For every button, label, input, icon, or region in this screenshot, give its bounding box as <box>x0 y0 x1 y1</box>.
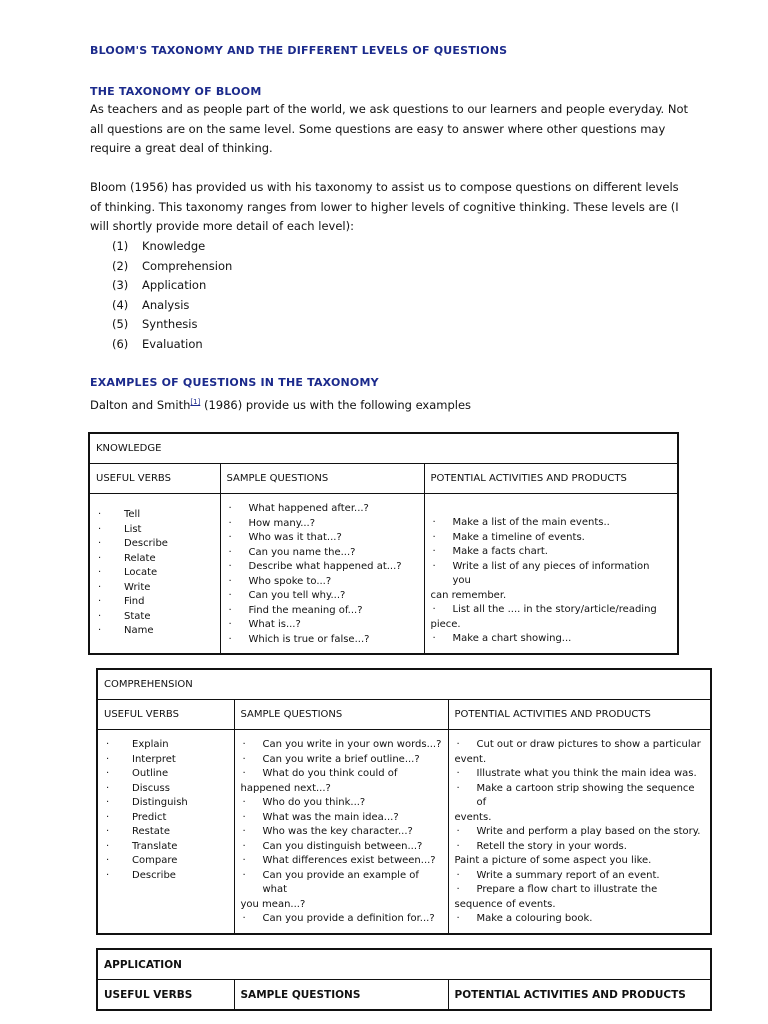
list-item: · Tell <box>96 508 214 523</box>
knowledge-title: KNOWLEDGE <box>89 433 678 464</box>
list-item: · Can you tell why...? <box>227 589 418 604</box>
list-item: · Make a list of the main events.. <box>431 516 672 531</box>
list-item: · Make a colouring book. <box>455 912 705 927</box>
list-item: · State <box>96 610 214 625</box>
comprehension-questions-cell <box>234 730 448 934</box>
useful-verbs-header: USEFUL VERBS <box>97 700 234 730</box>
list-item: · Can you write in your own words...? <box>241 738 442 753</box>
application-title: APPLICATION <box>97 949 711 980</box>
comprehension-title: COMPREHENSION <box>97 669 711 700</box>
level-item: (4) Analysis <box>112 297 190 312</box>
application-table <box>96 948 712 1011</box>
section-title-examples: EXAMPLES OF QUESTIONS IN THE TAXONOMY <box>90 376 379 389</box>
level-item: (2) Comprehension <box>112 258 233 273</box>
list-item: · What happened after...? <box>227 502 418 517</box>
list-item: · List <box>96 523 214 538</box>
list-item: · Relate <box>96 552 214 567</box>
potential-activities-header: POTENTIAL ACTIVITIES AND PRODUCTS <box>424 464 678 494</box>
sample-questions-header: SAMPLE QUESTIONS <box>220 464 424 494</box>
bloom-paragraph: Bloom (1956) has provided us with his taxonomy to assist us to compose questions on different levels of thinking. This taxonomy ranges from lower to higher levels of cognitive thinking. These levels are (I will shortly provide more detail of each level): <box>90 180 679 233</box>
list-item: · What do you think could of <box>241 767 442 782</box>
list-item: · Make a chart showing... <box>431 632 672 647</box>
list-item: · Locate <box>96 566 214 581</box>
sample-questions-header: SAMPLE QUESTIONS <box>234 980 448 1011</box>
list-item: · What is...? <box>227 618 418 633</box>
list-item: · Who do you think...? <box>241 796 442 811</box>
list-item: · Describe <box>104 869 228 884</box>
list-item: · Translate <box>104 840 228 855</box>
list-item: · Can you provide an example of what <box>241 869 442 898</box>
list-item: · Find the meaning of...? <box>227 604 418 619</box>
list-item: sequence of events. <box>454 898 556 910</box>
section-title-taxonomy: THE TAXONOMY OF BLOOM <box>90 85 262 98</box>
dalton-smith-line: Dalton and Smith[1] (1986) provide us with the following examples <box>90 397 472 412</box>
list-item: · What differences exist between...? <box>241 854 442 869</box>
list-item: · Predict <box>104 811 228 826</box>
list-item: · Make a facts chart. <box>431 545 672 560</box>
knowledge-verbs-cell <box>89 494 220 655</box>
list-item: · Illustrate what you think the main idea was. <box>455 767 705 782</box>
level-item: (1) Knowledge <box>112 239 206 253</box>
list-item: · What was the main idea...? <box>241 811 442 826</box>
potential-activities-header: POTENTIAL ACTIVITIES AND PRODUCTS <box>448 700 711 730</box>
list-item: · Can you name the...? <box>227 546 418 561</box>
list-item: happened next...? <box>240 782 331 794</box>
level-item: (6) Evaluation <box>112 336 203 351</box>
level-item: (3) Application <box>112 278 207 292</box>
comprehension-table <box>96 668 712 935</box>
list-item: · Distinguish <box>104 796 228 811</box>
document-title: BLOOM'S TAXONOMY AND THE DIFFERENT LEVELS OF QUESTIONS <box>90 44 508 57</box>
list-item: · Interpret <box>104 753 228 768</box>
list-item: · Make a timeline of events. <box>431 531 672 546</box>
knowledge-table <box>88 432 679 655</box>
list-item: · Outline <box>104 767 228 782</box>
potential-activities-header: POTENTIAL ACTIVITIES AND PRODUCTS <box>448 980 711 1011</box>
comprehension-verbs-cell <box>97 730 234 934</box>
list-item: · Name <box>96 624 214 639</box>
list-item: piece. <box>430 618 461 630</box>
list-item: · How many...? <box>227 517 418 532</box>
comprehension-activities-cell <box>448 730 711 934</box>
list-item: · Who spoke to...? <box>227 575 418 590</box>
knowledge-questions-cell <box>220 494 424 655</box>
list-item: · List all the .... in the story/article/reading <box>431 603 672 618</box>
list-item: · Can you provide a definition for...? <box>241 912 442 927</box>
useful-verbs-header: USEFUL VERBS <box>89 464 220 494</box>
list-item: event. <box>454 753 487 765</box>
taxonomy-levels-list <box>112 237 232 354</box>
list-item: can remember. <box>430 589 507 601</box>
list-item: · Find <box>96 595 214 610</box>
list-item: · Write a summary report of an event. <box>455 869 705 884</box>
list-item: · Discuss <box>104 782 228 797</box>
list-item: · Which is true or false...? <box>227 633 418 648</box>
list-item: · Prepare a flow chart to illustrate the <box>455 883 705 898</box>
list-item: · Can you write a brief outline...? <box>241 753 442 768</box>
list-item: · Compare <box>104 854 228 869</box>
list-item: · Can you distinguish between...? <box>241 840 442 855</box>
sample-questions-header: SAMPLE QUESTIONS <box>234 700 448 730</box>
list-item: · Who was the key character...? <box>241 825 442 840</box>
intro-paragraph: As teachers and as people part of the world, we ask questions to our learners and people everyday. Not all questions are on the same level. Some questions are easy to answer where other questions may require a great deal of thinking. <box>90 102 689 155</box>
list-item: · Write <box>96 581 214 596</box>
footnote-link[interactable]: [1] <box>190 398 201 406</box>
list-item: · Describe <box>96 537 214 552</box>
list-item: Paint a picture of some aspect you like. <box>454 855 652 866</box>
list-item: · Retell the story in your words. <box>455 840 705 855</box>
list-item: you mean...? <box>240 898 306 910</box>
list-item: · Who was it that...? <box>227 531 418 546</box>
list-item: · Explain <box>104 738 228 753</box>
useful-verbs-header: USEFUL VERBS <box>97 980 234 1011</box>
knowledge-activities-cell <box>424 494 678 655</box>
list-item: events. <box>454 811 492 823</box>
list-item: · Make a cartoon strip showing the sequence of <box>455 782 705 811</box>
list-item: · Describe what happened at...? <box>227 560 418 575</box>
list-item: · Write and perform a play based on the story. <box>455 825 705 840</box>
list-item: · Write a list of any pieces of information you <box>431 560 672 589</box>
list-item: · Cut out or draw pictures to show a particular <box>455 738 705 753</box>
list-item: · Restate <box>104 825 228 840</box>
level-item: (5) Synthesis <box>112 317 198 331</box>
